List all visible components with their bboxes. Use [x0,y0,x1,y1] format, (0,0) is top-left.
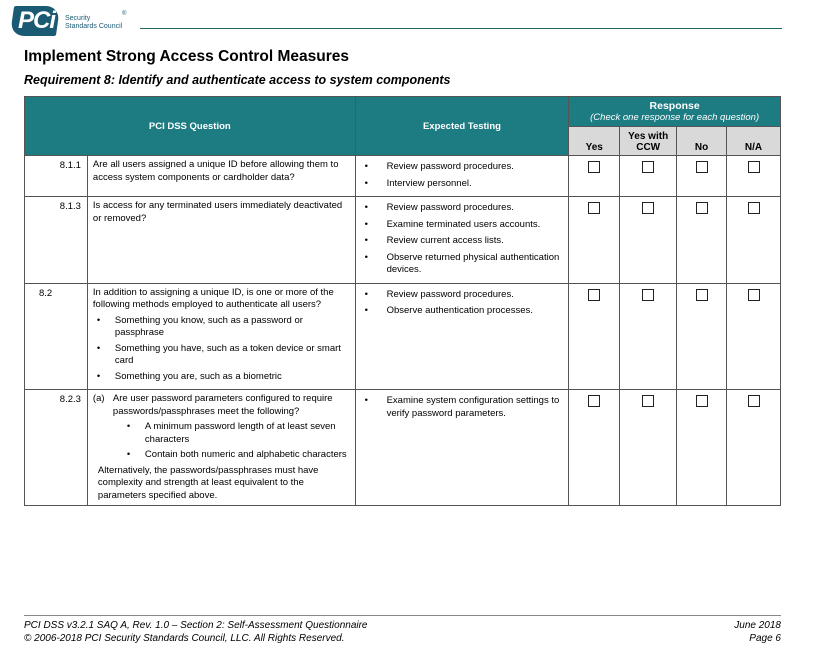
table-row [25,156,781,197]
yes-checkbox[interactable] [588,161,600,173]
na-checkbox[interactable] [748,289,760,301]
expected-testing [355,197,569,284]
question-bullet: • Something you have, such as a token device or smart card [93,343,350,368]
testing-item: • Interview personnel. [361,178,564,191]
yes-with-ccw-checkbox[interactable] [642,395,654,407]
question-note: Alternatively, the passwords/passphrases must have complexity and strength at least equivalent to the parameters specified above. [97,464,319,501]
footer-left: PCI DSS v3.2.1 SAQ A, Rev. 1.0 – Section 2: Self-Assessment Questionnaire © 2006-2018 PCI Security Standards Council, LLC. All Rights Reserved. [24,620,368,644]
question-text: (a) Are user password parameters configured to require passwords/passphrases meet the following? • A minimum password length of at least seven characters • Contain both numeric and alphabetic characters Alternatively, the passwords/passphrases must have complexity and strength at least equivalent to the parameters specified above. [87,390,355,506]
yes-checkbox[interactable] [588,202,600,214]
testing-item: • Review password procedures. [361,202,564,215]
yes-checkbox[interactable] [588,395,600,407]
pci-logo [12,6,132,38]
testing-item: • Review password procedures. [361,289,564,302]
yes-with-ccw-checkbox[interactable] [642,202,654,214]
testing-item: • Examine system configuration settings to verify password parameters. [361,395,564,420]
table-row [25,390,781,506]
testing-item: • Observe returned physical authentication devices. [361,252,564,277]
header-na: N/A [727,127,781,156]
pci-logo-mark: PCi [10,6,60,36]
question-text: Are all users assigned a unique ID before allowing them to access system components or cardholder data? [87,156,355,197]
no-checkbox[interactable] [696,395,708,407]
questionnaire-table [24,96,781,506]
na-checkbox[interactable] [748,161,760,173]
table-row [25,197,781,284]
header-testing: Expected Testing [355,97,569,156]
question-bullet: • Contain both numeric and alphabetic characters [123,449,350,462]
testing-item: • Observe authentication processes. [361,305,564,318]
no-checkbox[interactable] [696,161,708,173]
expected-testing [355,390,569,506]
question-bullet: • Something you know, such as a password or passphrase [93,315,350,340]
testing-item: • Review current access lists. [361,235,564,248]
page-title: Implement Strong Access Control Measures [24,48,350,65]
table-row [25,283,781,390]
question-bullet: • Something you are, such as a biometric [93,371,350,384]
header-yes: Yes [569,127,620,156]
question-number: 8.1.3 [25,197,88,284]
expected-testing [355,156,569,197]
testing-item: • Review password procedures. [361,161,564,174]
no-checkbox[interactable] [696,289,708,301]
expected-testing [355,283,569,390]
header-response: Response (Check one response for each question) [569,97,781,127]
yes-checkbox[interactable] [588,289,600,301]
question-text: Is access for any terminated users immediately deactivated or removed? [87,197,355,284]
question-part-label: (a) [92,393,105,404]
na-checkbox[interactable] [748,395,760,407]
header-yes-with-ccw: Yes with CCW [620,127,677,156]
na-checkbox[interactable] [748,202,760,214]
question-text: In addition to assigning a unique ID, is one or more of the following methods employed to authenticate all users? • Something you know, such as a password or passphrase • Something you have, such as a token device or smart card • Something you are, such as a biometric [87,283,355,390]
testing-item: • Examine terminated users accounts. [361,219,564,232]
yes-with-ccw-checkbox[interactable] [642,161,654,173]
logo-registered-mark: ® [122,11,127,17]
header-question: PCI DSS Question [25,97,356,156]
question-number: 8.2 [25,283,88,390]
yes-with-ccw-checkbox[interactable] [642,289,654,301]
logo-text: Security Standards Council [65,15,123,30]
question-bullet: • A minimum password length of at least seven characters [123,421,350,446]
header-no: No [677,127,727,156]
header-rule [140,28,782,29]
footer-right: June 2018 Page 6 [734,620,781,644]
no-checkbox[interactable] [696,202,708,214]
requirement-subtitle: Requirement 8: Identify and authenticate access to system components [24,73,451,87]
question-number: 8.1.1 [25,156,88,197]
footer-rule [24,615,781,616]
question-number: 8.2.3 [25,390,88,506]
